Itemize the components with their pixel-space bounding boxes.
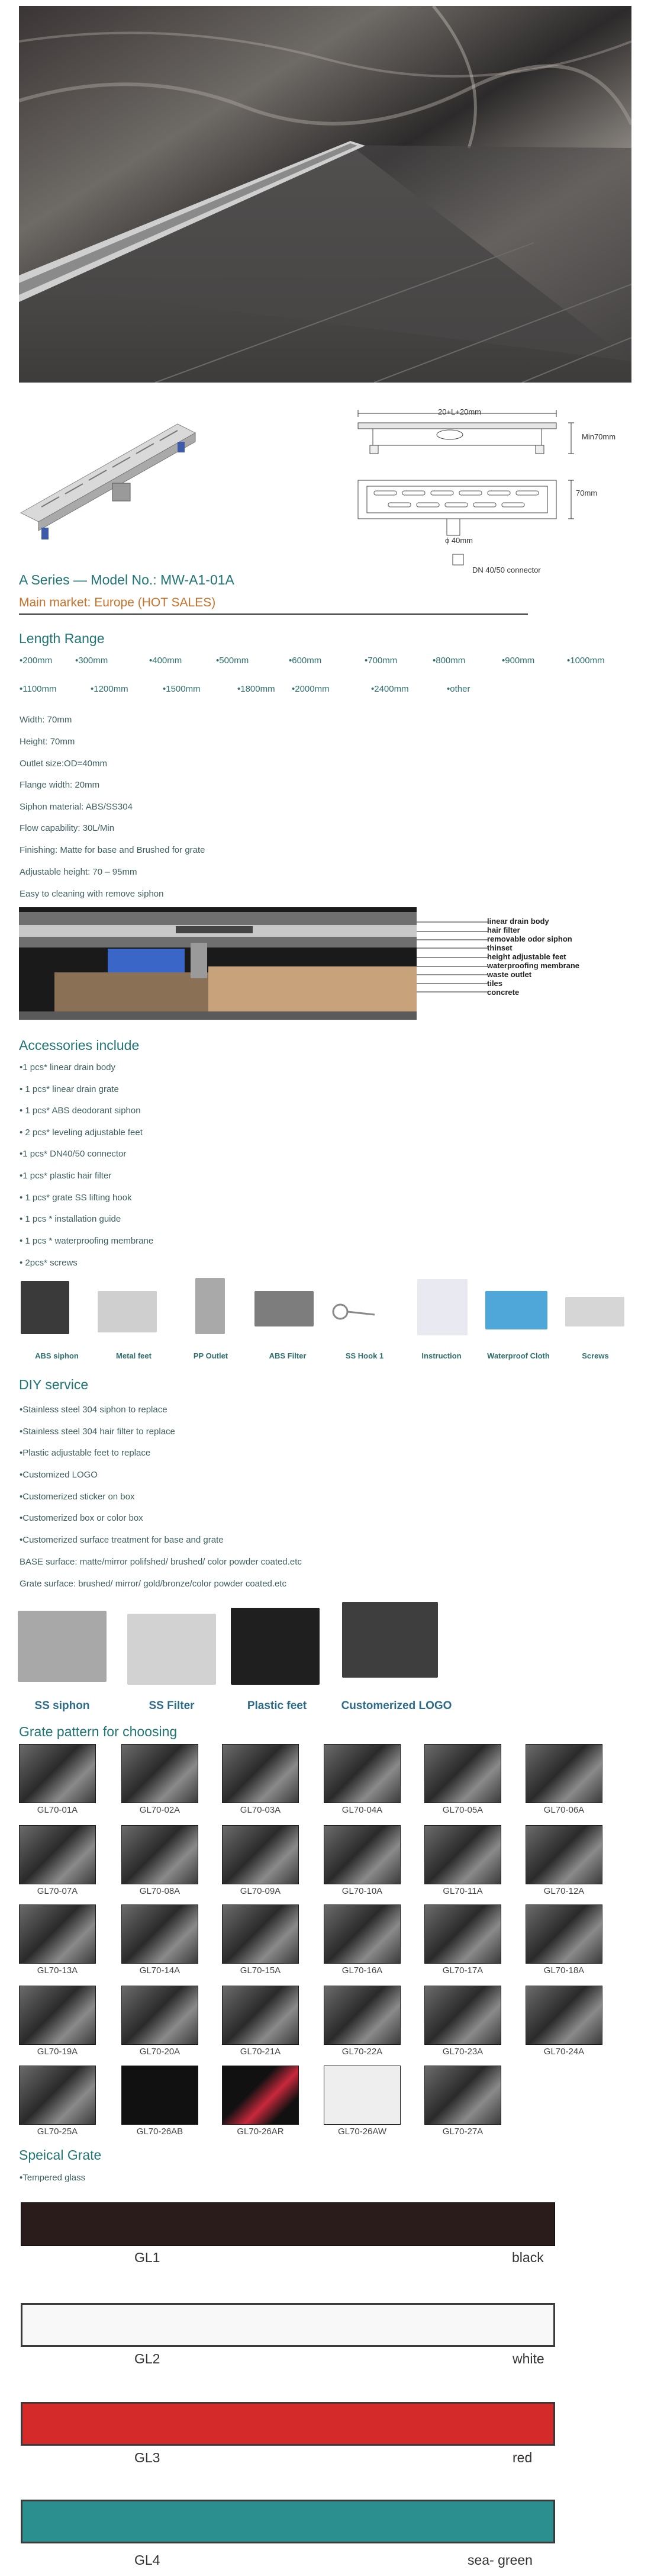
spec-line: Width: 70mm (20, 715, 72, 725)
grate-swatch (19, 1986, 96, 2045)
accessory-item: • 2 pcs* leveling adjustable feet (20, 1128, 143, 1138)
grate-swatch (526, 1744, 602, 1803)
spec-line: Flow capability: 30L/Min (20, 823, 115, 833)
grate-swatch (324, 1904, 401, 1964)
grate-label: GL70-06A (543, 1805, 585, 1815)
glass-color-name: black (512, 2250, 544, 2265)
spec-line: Flange width: 20mm (20, 780, 100, 790)
length-option: •900mm (502, 656, 535, 666)
spec-line: Easy to cleaning with remove siphon (20, 889, 164, 899)
grate-swatch (222, 1744, 299, 1803)
layer-leader-lines (417, 915, 488, 1010)
spec-line: Siphon material: ABS/SS304 (20, 802, 133, 812)
grate-label: GL70-24A (543, 2047, 585, 2057)
grate-label: GL70-11A (443, 1886, 483, 1896)
accessory-caption: Metal feet (116, 1351, 152, 1360)
grate-label: GL70-04A (341, 1805, 383, 1815)
drain-product-photo (18, 406, 201, 542)
length-option: •400mm (149, 656, 182, 666)
grate-label: GL70-19A (37, 2047, 78, 2057)
layer-label: linear drain body (487, 917, 549, 926)
layer-label: removable odor siphon (487, 934, 572, 943)
glass-code: GL1 (134, 2250, 160, 2265)
title-divider (19, 614, 528, 615)
grate-label: GL70-18A (543, 1965, 585, 1976)
dim-outlet-label: ϕ 40mm (445, 536, 473, 545)
spec-line: Outlet size:OD=40mm (20, 759, 107, 769)
grate-swatch (222, 1986, 299, 2045)
grate-swatch (121, 1904, 198, 1964)
grate-swatch (424, 1825, 501, 1884)
grate-swatch (324, 2066, 401, 2125)
diy-item: •Stainless steel 304 siphon to replace (20, 1405, 167, 1415)
accessory-caption: Instruction (421, 1351, 462, 1360)
diy-title: DIY service (19, 1377, 89, 1392)
grate-swatch (324, 1825, 401, 1884)
grate-label: GL70-02A (139, 1805, 181, 1815)
length-option: •700mm (365, 656, 398, 666)
connector-label: DN 40/50 connector (472, 566, 541, 574)
spec-line: Adjustable height: 70 – 95mm (20, 867, 137, 877)
logo-photo (342, 1602, 438, 1678)
length-option: •600mm (289, 656, 322, 666)
length-option: •2400mm (371, 684, 409, 694)
waterproof-cloth-photo (485, 1291, 547, 1329)
glass-code: GL4 (134, 2552, 160, 2568)
model-title: A Series — Model No.: MW-A1-01A (19, 572, 234, 587)
glass-code: GL3 (134, 2450, 160, 2465)
length-option: •500mm (216, 656, 249, 666)
dim-height-label: Min70mm (582, 432, 616, 441)
grate-label: GL70-12A (543, 1886, 585, 1896)
glass-color-name: red (513, 2450, 533, 2465)
screws-photo (565, 1297, 624, 1326)
hero-photo (19, 6, 631, 383)
instruction-photo (417, 1279, 468, 1335)
grate-label: GL70-03A (240, 1805, 281, 1815)
grate-label: GL70-21A (240, 2047, 281, 2057)
metal-feet-photo (98, 1291, 157, 1332)
length-range-title: Length Range (19, 631, 105, 646)
grate-swatch (121, 1825, 198, 1884)
grate-label: GL70-17A (442, 1965, 484, 1976)
grate-label: GL70-08A (139, 1886, 181, 1896)
length-option: •1100mm (20, 684, 57, 694)
ss-filter-photo (127, 1614, 216, 1685)
ss-siphon-photo (18, 1611, 107, 1682)
accessory-caption: ABS Filter (269, 1351, 307, 1360)
grate-swatch (526, 1825, 602, 1884)
abs-siphon-photo (21, 1281, 69, 1334)
diy-caption: Plastic feet (247, 1700, 307, 1712)
cross-section-photo (19, 907, 417, 1020)
special-grate-subtitle: •Tempered glass (20, 2173, 86, 2183)
accessory-item: •1 pcs* plastic hair filter (20, 1171, 112, 1181)
grate-swatch (222, 1825, 299, 1884)
grate-swatch (424, 1744, 501, 1803)
diy-caption: SS Filter (149, 1700, 195, 1712)
layer-label: hair filter (487, 926, 520, 934)
grate-label: GL70-13A (37, 1965, 78, 1976)
grate-label: GL70-07A (37, 1886, 78, 1896)
spec-line: Height: 70mm (20, 737, 75, 747)
length-option: •300mm (75, 656, 108, 666)
diy-item: •Customized LOGO (20, 1470, 98, 1480)
grate-swatch (121, 1986, 198, 2045)
grate-swatch (19, 2066, 96, 2125)
length-option: •2000mm (292, 684, 330, 694)
grate-label: GL70-05A (442, 1805, 484, 1815)
grate-swatch (222, 2066, 299, 2125)
grate-swatch (324, 1986, 401, 2045)
grate-swatch (424, 1986, 501, 2045)
grate-label: GL70-10A (341, 1886, 383, 1896)
grate-label: GL70-26AR (237, 2127, 284, 2137)
glass-swatch-gl1 (21, 2202, 555, 2246)
accessory-item: • 1 pcs* ABS deodorant siphon (20, 1106, 141, 1116)
accessory-caption: Screws (582, 1351, 609, 1360)
layer-labels (487, 917, 579, 997)
glass-swatch-gl2 (21, 2303, 555, 2347)
accessory-item: • 2pcs* screws (20, 1258, 78, 1268)
grate-swatch (222, 1904, 299, 1964)
diy-item: •Customerized sticker on box (20, 1492, 135, 1502)
diy-item: •Customerized box or color box (20, 1513, 143, 1523)
grate-label: GL70-15A (240, 1965, 281, 1976)
length-option: •1200mm (91, 684, 128, 694)
accessory-caption: SS Hook 1 (345, 1351, 384, 1360)
dim-top-label: 20+L+20mm (438, 407, 481, 416)
layer-label: tiles (487, 979, 503, 988)
grate-swatch (424, 2066, 501, 2125)
diy-item: •Plastic adjustable feet to replace (20, 1448, 151, 1458)
length-option: •1000mm (567, 656, 605, 666)
grate-swatch (19, 1825, 96, 1884)
grate-swatch (121, 2066, 198, 2125)
pp-outlet-photo (195, 1278, 225, 1334)
accessory-item: • 1 pcs * installation guide (20, 1214, 121, 1224)
accessory-caption: ABS siphon (35, 1351, 79, 1360)
accessory-item: •1 pcs* DN40/50 connector (20, 1149, 127, 1159)
layer-label: waterproofing membrane (487, 961, 580, 970)
grate-label: GL70-26AW (338, 2127, 386, 2137)
glass-color-name: sea- green (468, 2552, 533, 2568)
grate-swatch (424, 1904, 501, 1964)
diy-item: •Customerized surface treatment for base and grate (20, 1535, 224, 1545)
diy-surface-grate: Grate surface: brushed/ mirror/ gold/bronze/color powder coated.etc (20, 1579, 287, 1589)
accessory-caption: PP Outlet (193, 1351, 228, 1360)
layer-label: waste outlet (487, 970, 532, 979)
grate-label: GL70-25A (37, 2127, 78, 2137)
grate-label: GL70-16A (341, 1965, 383, 1976)
grate-label: GL70-27A (442, 2127, 484, 2137)
market-line: Main market: Europe (HOT SALES) (19, 596, 216, 609)
special-grate-title: Speical Grate (19, 2147, 102, 2163)
accessory-item: • 1 pcs* grate SS lifting hook (20, 1193, 132, 1203)
grate-swatch (526, 1904, 602, 1964)
diy-surface-base: BASE surface: matte/mirror polifshed/ brushed/ color powder coated.etc (20, 1557, 302, 1567)
grate-swatch (121, 1744, 198, 1803)
grate-pattern-title: Grate pattern for choosing (19, 1724, 178, 1739)
grate-label: GL70-26AB (136, 2127, 183, 2137)
glass-swatch-gl3 (21, 2402, 555, 2446)
grate-swatch (526, 1986, 602, 2045)
glass-swatch-gl4 (21, 2500, 555, 2543)
layer-label: concrete (487, 988, 520, 997)
length-option: •1500mm (163, 684, 201, 694)
accessory-item: •1 pcs* linear drain body (20, 1062, 116, 1072)
diy-caption: SS siphon (34, 1700, 90, 1712)
spec-line: Finishing: Matte for base and Brushed for grate (20, 845, 205, 855)
grate-label: GL70-23A (442, 2047, 484, 2057)
accessory-item: • 1 pcs* linear drain grate (20, 1084, 119, 1094)
length-option: •200mm (20, 656, 53, 666)
layer-label: thinset (487, 943, 513, 952)
grate-label: GL70-20A (139, 2047, 181, 2057)
grate-swatch (19, 1904, 96, 1964)
abs-filter-photo (254, 1291, 314, 1326)
layer-label: height adjustable feet (487, 952, 566, 961)
accessories-title: Accessories include (19, 1038, 140, 1053)
length-option: •other (447, 684, 470, 694)
length-option: •1800mm (237, 684, 275, 694)
diy-item: •Stainless steel 304 hair filter to replace (20, 1427, 175, 1437)
grate-grid (18, 1744, 615, 2137)
plastic-feet-photo (231, 1608, 320, 1685)
glass-code: GL2 (134, 2351, 160, 2366)
grate-label: GL70-22A (341, 2047, 383, 2057)
dim-width-label: 70mm (576, 489, 598, 497)
bathroom-floor-illustration (19, 6, 631, 383)
length-option: •800mm (433, 656, 466, 666)
diy-caption: Customerized LOGO (341, 1700, 452, 1712)
grate-swatch (19, 1744, 96, 1803)
glass-color-name: white (513, 2351, 544, 2366)
grate-label: GL70-14A (139, 1965, 181, 1976)
accessory-caption: Waterproof Cloth (487, 1351, 550, 1360)
ss-hook-photo (328, 1297, 376, 1326)
grate-label: GL70-09A (240, 1886, 281, 1896)
grate-label: GL70-01A (37, 1805, 78, 1815)
grate-swatch (324, 1744, 401, 1803)
accessory-item: • 1 pcs * waterproofing membrane (20, 1236, 154, 1246)
